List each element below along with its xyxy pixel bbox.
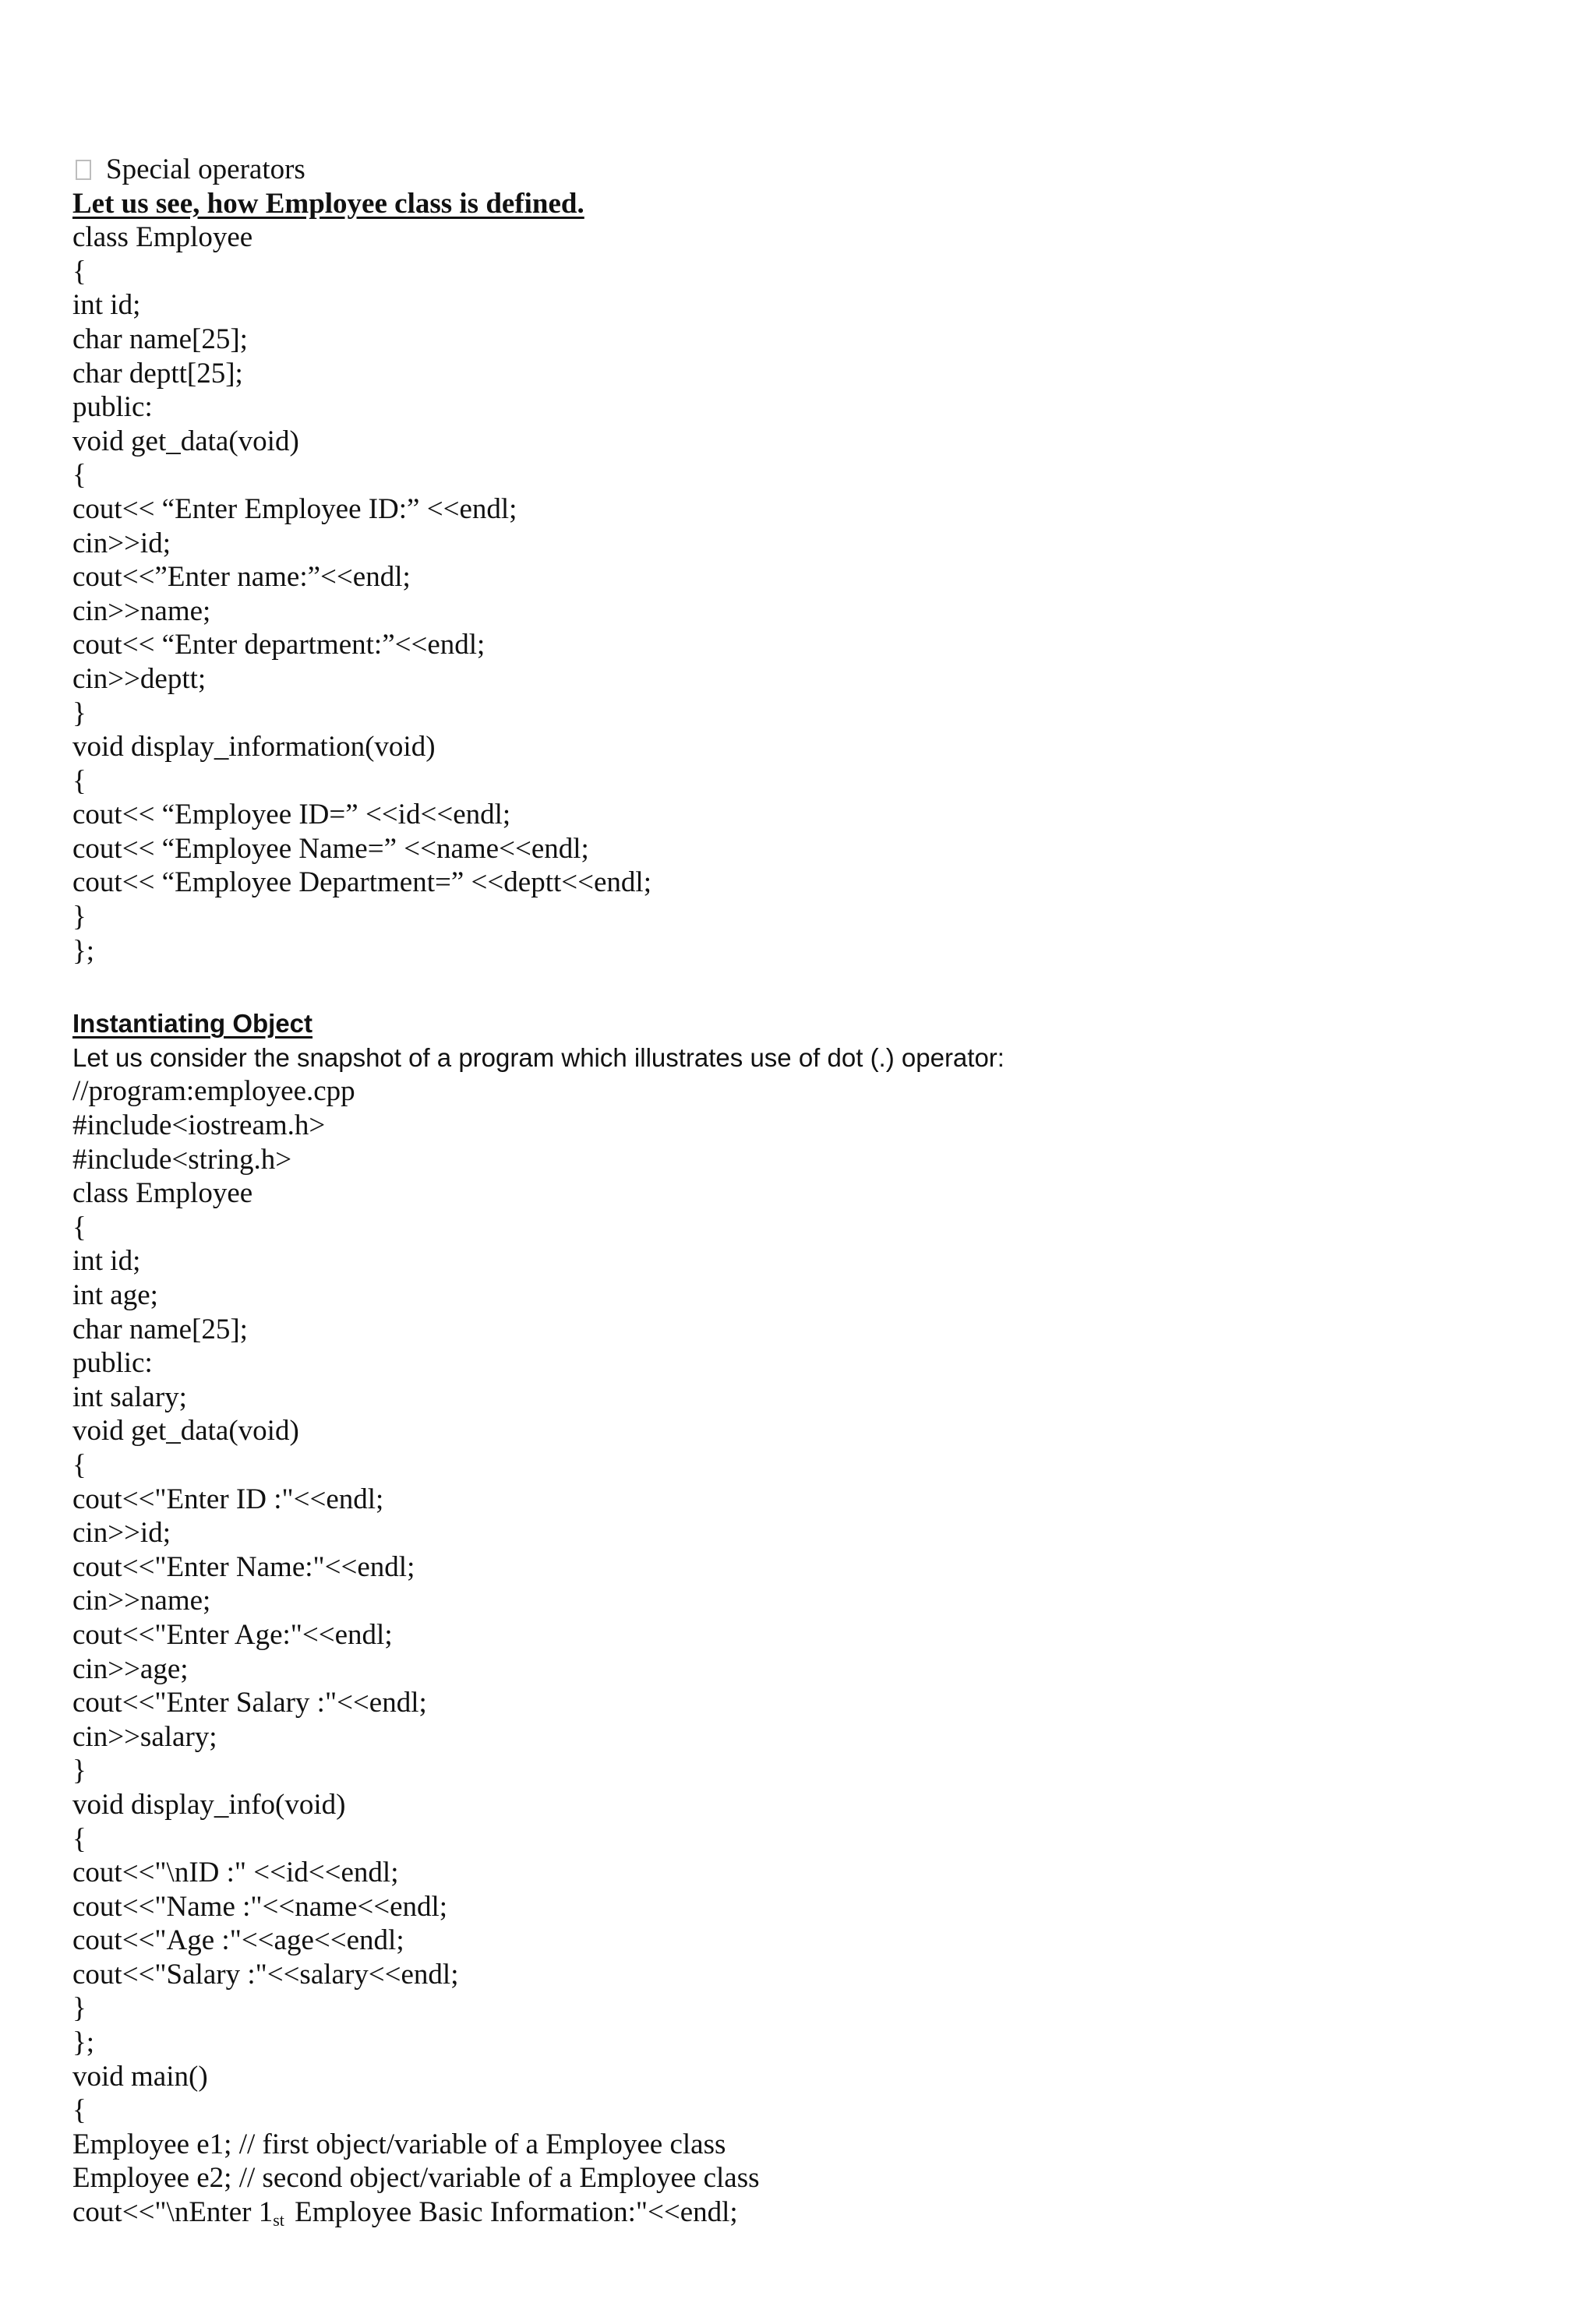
code-line: cout<<"Enter ID :"<<endl; xyxy=(72,1483,384,1515)
code-line: void get_data(void) xyxy=(72,1415,299,1448)
code-line: cout<<"Salary :"<<salary<<endl; xyxy=(72,1958,459,1991)
code-line: cin>>name; xyxy=(72,1585,211,1617)
code-line: class Employee xyxy=(72,221,253,254)
code-block xyxy=(72,220,1522,968)
code-line: } xyxy=(72,696,87,729)
code-line: cout<< “Employee ID=” <<id<<endl; xyxy=(72,799,511,831)
code-line: cin>>id; xyxy=(72,527,171,559)
code-line: cin>>salary; xyxy=(72,1720,217,1753)
intro-paragraph: Let us consider the snapshot of a program which illustrates use of dot (.) operator: xyxy=(72,1042,1005,1072)
code-line: { xyxy=(72,764,87,797)
code-line: class Employee xyxy=(72,1177,253,1210)
section-heading-instantiating: Instantiating Object xyxy=(72,1009,313,1039)
code-line: Employee e2; // second object/variable of a Employee class xyxy=(72,2162,760,2195)
code-line: char name[25]; xyxy=(72,323,248,355)
code-line: void main() xyxy=(72,2060,208,2093)
code-line: Employee e1; // first object/variable of a Employee class xyxy=(72,2128,726,2160)
code-line: public: xyxy=(72,391,153,424)
code-line: { xyxy=(72,255,87,287)
code-line: cout<< “Employee Name=” <<name<<endl; xyxy=(72,832,589,865)
code-line: { xyxy=(72,459,87,492)
code-line: public: xyxy=(72,1347,153,1380)
code-line: } xyxy=(72,901,87,933)
code-line: int salary; xyxy=(72,1381,187,1413)
code-line: char deptt[25]; xyxy=(72,357,243,390)
spacer xyxy=(72,968,1522,1007)
code-line: #include<string.h> xyxy=(72,1143,292,1176)
code-line: cin>>name; xyxy=(72,594,211,627)
code-line: void display_info(void) xyxy=(72,1788,346,1821)
document-page xyxy=(72,153,1522,2230)
code-line: void display_information(void) xyxy=(72,731,436,763)
code-line: cout<<"Enter Name:"<<endl; xyxy=(72,1550,415,1583)
code-block-program xyxy=(72,1074,1522,2195)
code-line: cout<< “Enter Employee ID:” <<endl; xyxy=(72,492,517,525)
code-line: int age; xyxy=(72,1279,158,1311)
code-line: { xyxy=(72,1448,87,1481)
code-line: cout<<"\nID :" <<id<<endl; xyxy=(72,1857,399,1889)
code-line: cout<<"Enter Salary :"<<endl; xyxy=(72,1687,427,1719)
code-line: } xyxy=(72,1992,87,2025)
code-line: cout<<”Enter name:”<<endl; xyxy=(72,561,411,594)
code-line: { xyxy=(72,1822,87,1855)
code-line: cout<<"Enter Age:"<<endl; xyxy=(72,1618,393,1651)
code-line: int id; xyxy=(72,1245,141,1278)
code-line: }; xyxy=(72,2026,95,2059)
code-line: cout<< “Enter department:”<<endl; xyxy=(72,629,486,661)
code-line: cin>>deptt; xyxy=(72,662,207,695)
code-line: cout<<"Age :"<<age<<endl; xyxy=(72,1924,404,1957)
code-text: Employee Basic Information:"<<endl; xyxy=(287,2196,738,2229)
code-text: cout<<"\nEnter 1 xyxy=(72,2196,274,2229)
code-line: int id; xyxy=(72,289,141,322)
code-line: cout<<"Name :"<<name<<endl; xyxy=(72,1890,448,1923)
code-line: char name[25]; xyxy=(72,1313,248,1345)
code-line: #include<iostream.h> xyxy=(72,1109,326,1142)
code-line: //program:employee.cpp xyxy=(72,1075,355,1108)
code-line: { xyxy=(72,1211,87,1243)
bullet-item xyxy=(72,153,1522,187)
bullet-text: Special operators xyxy=(106,153,305,185)
code-line-last xyxy=(72,2195,1522,2230)
code-line: cin>>id; xyxy=(72,1517,171,1550)
code-line: { xyxy=(72,2094,87,2127)
code-line: }; xyxy=(72,934,95,967)
section-heading: Let us see, how Employee class is defined. xyxy=(72,187,584,220)
code-line: } xyxy=(72,1754,87,1787)
code-line: cin>>age; xyxy=(72,1652,189,1685)
ordinal-suffix: st xyxy=(273,2210,284,2231)
code-line: cout<< “Employee Department=” <<deptt<<endl; xyxy=(72,866,651,899)
code-line: void get_data(void) xyxy=(72,425,299,457)
missing-glyph-icon xyxy=(76,160,91,180)
